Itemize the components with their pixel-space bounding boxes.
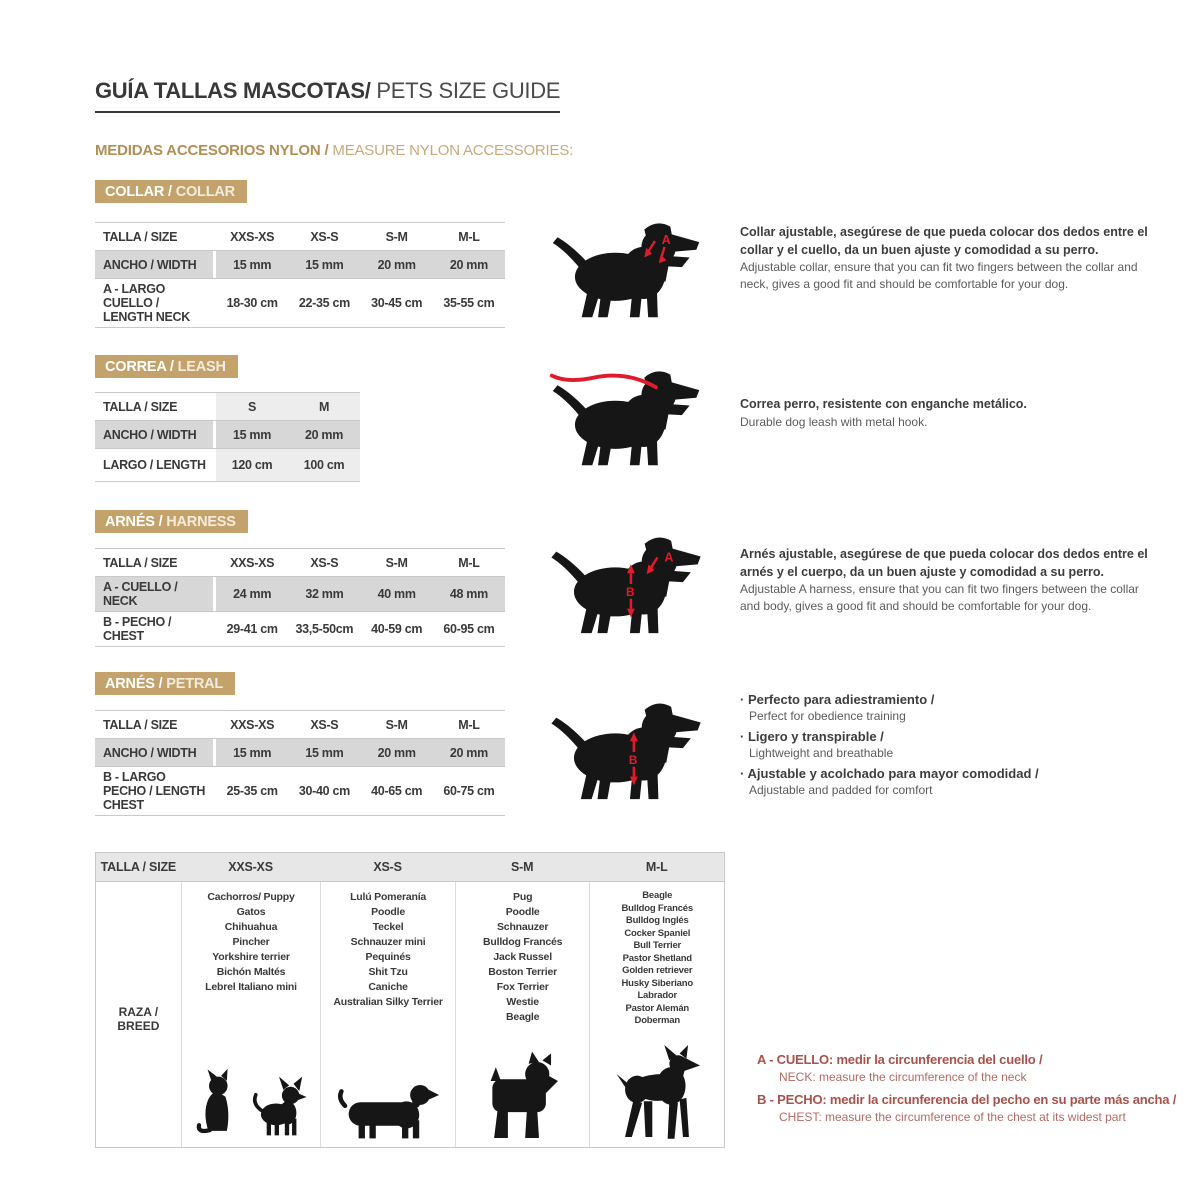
collar-header-label: TALLA / SIZE <box>103 229 178 244</box>
page-subtitle <box>95 142 573 159</box>
measurement-notes <box>757 1052 1187 1132</box>
collar-badge-en: COLLAR <box>171 184 235 200</box>
leash-width-label: ANCHO / WIDTH <box>103 427 197 442</box>
page-subtitle-es: MEDIDAS ACCESORIOS NYLON / <box>95 142 329 159</box>
breed-table-body <box>96 882 724 1147</box>
harness-size-table <box>95 548 505 647</box>
leash-badge-es: CORREA / <box>105 359 174 375</box>
schnauzer-silhouette-icon <box>482 1051 564 1143</box>
note-neck-es: A - CUELLO: medir la circunferencia del cuello / <box>757 1052 1043 1067</box>
leash-section-badge <box>95 355 238 378</box>
list-item <box>740 729 1148 760</box>
collar-neck-label: A - LARGO CUELLO / LENGTH NECK <box>103 282 190 324</box>
breed-name: Caniche <box>368 981 408 993</box>
breed-name: Lebrel Italiano mini <box>205 981 297 993</box>
list-item <box>740 766 1148 797</box>
breed-name: Pequinés <box>365 951 411 963</box>
leash-length-value: 120 cm <box>231 458 273 472</box>
collar-header-size: XS-S <box>310 229 339 244</box>
breed-column-s-m <box>455 882 590 1147</box>
petral-header-size: XXS-XS <box>230 717 275 732</box>
raza-breed-label: RAZA / BREED <box>117 1004 160 1033</box>
dog-petral-diagram-icon <box>542 698 710 806</box>
leash-header-size: M <box>318 399 330 414</box>
table-row <box>95 449 360 482</box>
breed-name: Doberman <box>634 1015 680 1026</box>
petral-header-size: XS-S <box>310 717 339 732</box>
note-chest-es: B - PECHO: medir la circunferencia del pecho en su parte más ancha / <box>757 1092 1177 1107</box>
breed-header-size: M-L <box>645 860 668 874</box>
breed-name: Pastor Shetland <box>622 952 692 964</box>
breed-header-size: S-M <box>511 860 534 874</box>
petral-header-size: S-M <box>385 717 408 732</box>
collar-neck-value: 35-55 cm <box>443 296 495 310</box>
breed-column-xxs-xs <box>181 882 321 1147</box>
breed-column-m-l <box>589 882 724 1147</box>
breed-row-label <box>96 882 181 1147</box>
petral-size-table <box>95 710 505 816</box>
table-row <box>95 767 505 816</box>
breed-name: Australian Silky Terrier <box>333 996 443 1008</box>
breed-name: Yorkshire terrier <box>212 951 290 963</box>
table-row <box>95 393 360 421</box>
breed-table-header <box>96 853 724 882</box>
chihuahua-silhouette-icon <box>250 1069 308 1143</box>
breed-list-s-m <box>483 890 562 1025</box>
harness-header-label: TALLA / SIZE <box>103 555 178 570</box>
breed-header-label: TALLA / SIZE <box>100 860 177 874</box>
breed-size-table <box>95 852 725 1148</box>
petral-header-label: TALLA / SIZE <box>103 717 178 732</box>
breed-column-xs-s <box>320 882 455 1147</box>
collar-width-label: ANCHO / WIDTH <box>103 257 197 272</box>
harness-header-size: S-M <box>385 555 408 570</box>
petral-header-size: M-L <box>458 717 480 732</box>
harness-neck-label: A - CUELLO / NECK <box>103 580 178 608</box>
list-item <box>740 692 1148 723</box>
dog-leash-diagram-icon <box>542 366 710 472</box>
harness-measure-letter-b: B <box>626 585 635 599</box>
note-chest <box>757 1092 1187 1124</box>
collar-neck-value: 18-30 cm <box>226 296 278 310</box>
petral-chest-value: 30-40 cm <box>298 784 350 798</box>
harness-neck-value: 40 mm <box>377 587 416 601</box>
dachshund-silhouette-icon <box>336 1075 440 1143</box>
breed-name: Chihuahua <box>224 921 278 933</box>
petral-badge-en: PETRAL <box>162 676 224 692</box>
petral-chest-value: 60-75 cm <box>443 784 495 798</box>
breed-name: Bulldog Francés <box>483 936 563 948</box>
breed-name: Labrador <box>637 990 678 1001</box>
harness-header-size: XXS-XS <box>230 555 275 570</box>
harness-header-size: XS-S <box>310 555 339 570</box>
petral-badge-es: ARNÉS / <box>105 676 163 692</box>
breed-name: Fox Terrier <box>496 981 549 993</box>
collar-desc-en: Adjustable collar, ensure that you can fit two fingers between the collar and neck, gives a good fit and should be comfortable for your dog. <box>740 260 1138 291</box>
petral-bullet-en: Lightweight and breathable <box>749 746 894 760</box>
petral-bullet-es: · Ligero y transpirable / <box>740 729 1148 744</box>
page-subtitle-en: MEASURE NYLON ACCESSORIES: <box>328 142 574 159</box>
petral-chest-value: 25-35 cm <box>226 784 278 798</box>
collar-width-value: 20 mm <box>377 257 416 272</box>
collar-badge-es: COLLAR / <box>105 184 172 200</box>
harness-chest-value: 60-95 cm <box>443 622 495 636</box>
note-neck-en: NECK: measure the circumference of the neck <box>779 1070 1027 1084</box>
leash-width-value: 20 mm <box>304 427 344 442</box>
breed-name: Gatos <box>236 906 266 918</box>
leash-description <box>740 396 1148 430</box>
harness-badge-es: ARNÉS / <box>105 514 163 530</box>
breed-header-size: XXS-XS <box>228 860 273 874</box>
breed-name: Bulldog Francés <box>621 902 693 914</box>
breed-name: Teckel <box>372 921 404 933</box>
petral-section-badge <box>95 672 235 695</box>
collar-header-size: XXS-XS <box>230 229 275 244</box>
leash-badge-en: LEASH <box>173 359 226 375</box>
breed-name: Lulú Pomeranía <box>350 891 427 903</box>
harness-measure-letter-a: A <box>664 549 674 565</box>
breed-name: Bull Terrier <box>633 940 682 951</box>
leash-header-size: S <box>247 399 257 414</box>
harness-badge-en: HARNESS <box>162 514 236 530</box>
leash-desc-es: Correa perro, resistente con enganche metálico. <box>740 397 1027 411</box>
collar-neck-value: 22-35 cm <box>298 296 350 310</box>
collar-header-size: M-L <box>458 229 480 244</box>
petral-chest-label: B - LARGO PECHO / LENGTH CHEST <box>103 770 206 812</box>
dog-harness-diagram-icon <box>542 532 710 640</box>
breed-name: Beagle <box>506 1011 540 1023</box>
breed-name: Poodle <box>371 906 405 918</box>
leash-length-label: LARGO / LENGTH <box>103 458 206 472</box>
breed-name: Pastor Alemán <box>625 1002 690 1014</box>
harness-neck-value: 48 mm <box>449 587 488 601</box>
petral-bullet-en: Perfect for obedience training <box>749 709 906 723</box>
harness-desc-es: Arnés ajustable, asegúrese de que pueda colocar dos dedos entre el arnés y el cuerpo, da un buen ajuste y comodidad a su perro. <box>740 547 1148 579</box>
harness-desc-en: Adjustable A harness, ensure that you can fit two fingers between the collar and body, gives a good fit and should be comfortable for your dog. <box>740 582 1139 613</box>
breed-name: Jack Russel <box>493 951 552 963</box>
cat-silhouette-icon <box>194 1061 244 1143</box>
collar-measure-letter-a: A <box>661 233 671 248</box>
table-row <box>95 577 505 612</box>
leash-desc-en: Durable dog leash with metal hook. <box>740 414 928 429</box>
petral-width-value: 15 mm <box>233 745 272 760</box>
collar-width-value: 15 mm <box>305 257 344 272</box>
note-neck <box>757 1052 1187 1084</box>
petral-width-value: 15 mm <box>305 745 344 760</box>
harness-neck-value: 24 mm <box>233 587 272 601</box>
petral-bullet-es: · Perfecto para adiestramiento / <box>740 692 1148 707</box>
harness-chest-label: B - PECHO / CHEST <box>103 615 172 643</box>
harness-chest-value: 33,5-50cm <box>295 622 354 636</box>
table-row <box>95 251 505 279</box>
breed-list-xs-s <box>333 890 442 1010</box>
leash-width-value: 15 mm <box>232 427 272 442</box>
table-row <box>95 549 505 577</box>
collar-section-badge <box>95 180 247 203</box>
collar-desc-es: Collar ajustable, asegúrese de que pueda colocar dos dedos entre el collar y el cuello, da un buen ajuste y comodidad a su perro. <box>740 225 1148 257</box>
breed-header-size: XS-S <box>373 860 402 874</box>
breed-name: Poodle <box>505 906 540 918</box>
breed-name: Boston Terrier <box>488 966 558 978</box>
breed-name: Pincher <box>232 936 270 948</box>
collar-width-value: 20 mm <box>449 257 488 272</box>
harness-header-size: M-L <box>458 555 480 570</box>
leash-header-label: TALLA / SIZE <box>103 399 178 414</box>
collar-neck-value: 30-45 cm <box>371 296 423 310</box>
breed-name: Pug <box>513 891 533 903</box>
breed-name: Golden retriever <box>622 965 693 976</box>
page-title-es: GUÍA TALLAS MASCOTAS/ <box>95 78 371 103</box>
harness-chest-value: 40-59 cm <box>371 622 423 636</box>
petral-width-value: 20 mm <box>377 745 416 760</box>
page-title <box>95 78 560 113</box>
breed-name: Husky Siberiano <box>621 977 693 989</box>
breed-name: Shit Tzu <box>368 966 408 978</box>
collar-width-value: 15 mm <box>233 257 272 272</box>
breed-name: Westie <box>506 996 539 1008</box>
harness-section-badge <box>95 510 248 533</box>
leash-size-table <box>95 392 360 482</box>
breed-name: Cachorros/ Puppy <box>207 891 295 903</box>
table-row <box>95 223 505 251</box>
breed-name: Cocker Spaniel <box>624 927 691 939</box>
breed-name: Beagle <box>642 890 673 901</box>
breed-name: Schnauzer mini <box>350 936 426 948</box>
petral-bullet-en: Adjustable and padded for comfort <box>749 783 933 797</box>
doberman-silhouette-icon <box>608 1045 706 1143</box>
breed-name: Bichón Maltés <box>216 966 286 978</box>
breed-name: Schnauzer <box>497 921 549 933</box>
petral-width-value: 20 mm <box>449 745 488 760</box>
harness-neck-value: 32 mm <box>305 587 344 601</box>
petral-measure-letter-b: B <box>628 753 638 767</box>
dog-collar-diagram-icon <box>542 218 710 324</box>
table-row <box>95 279 505 328</box>
collar-header-size: S-M <box>385 229 408 244</box>
table-row <box>95 421 360 449</box>
petral-chest-value: 40-65 cm <box>371 784 423 798</box>
collar-size-table <box>95 222 505 328</box>
table-row <box>95 739 505 767</box>
petral-width-label: ANCHO / WIDTH <box>103 745 197 760</box>
leash-length-value: 100 cm <box>303 458 345 472</box>
breed-list-xxs-xs <box>205 890 297 995</box>
page-title-en: PETS SIZE GUIDE <box>370 78 561 103</box>
table-row <box>95 711 505 739</box>
note-chest-en: CHEST: measure the circumference of the chest at its widest part <box>779 1110 1126 1124</box>
harness-description <box>740 546 1148 615</box>
breed-name: Bulldog Inglés <box>625 915 689 926</box>
harness-chest-value: 29-41 cm <box>226 622 278 636</box>
collar-description <box>740 224 1148 293</box>
breed-list-m-l <box>622 890 693 1028</box>
petral-bullet-es: · Ajustable y acolchado para mayor comodidad / <box>740 766 1148 781</box>
table-row <box>95 612 505 647</box>
petral-feature-list <box>740 692 1148 803</box>
